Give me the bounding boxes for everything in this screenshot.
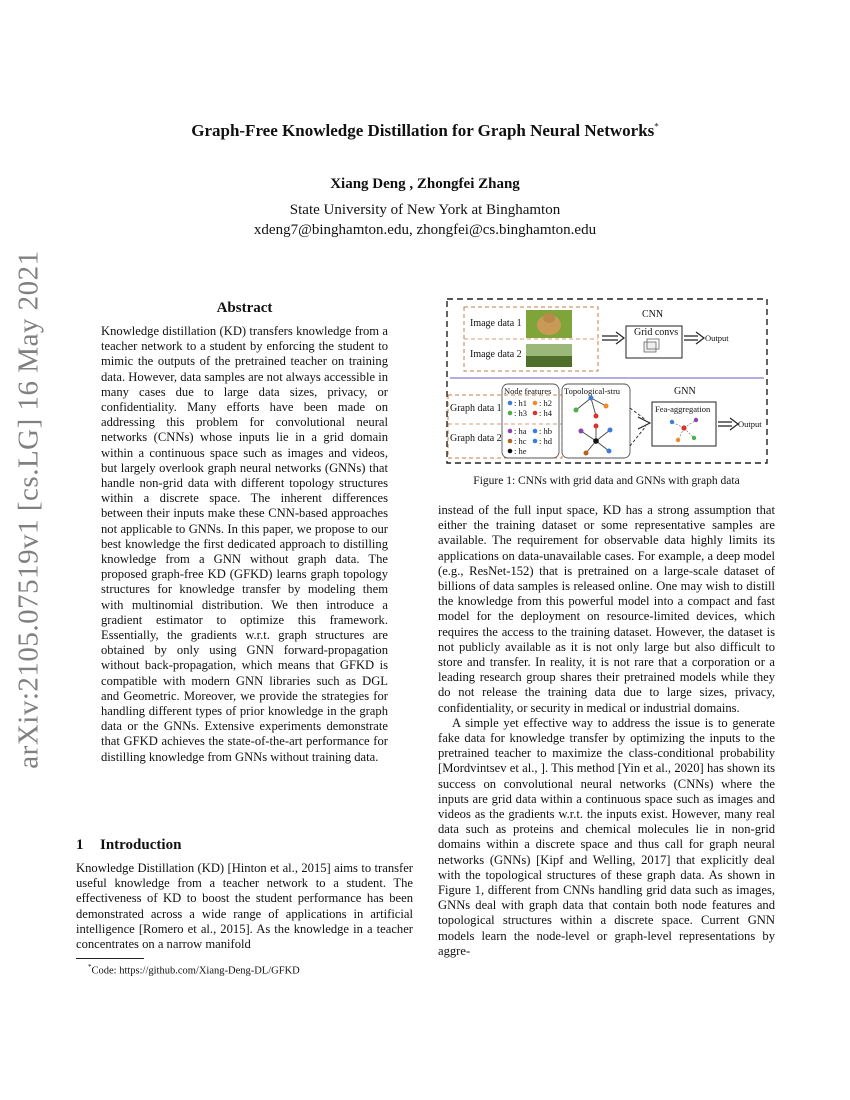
gnn-output-arrow [718, 418, 738, 430]
topology-1-edge [576, 398, 591, 410]
node-dot-ha [508, 429, 513, 434]
right-column-text [438, 503, 775, 959]
topology-2-node [607, 449, 612, 454]
h-label-b: : hb [539, 426, 552, 436]
landscape-image-ground [526, 356, 572, 367]
cnn-label: CNN [642, 309, 664, 320]
dog-image-head [543, 313, 555, 323]
paper-title [0, 121, 850, 141]
arxiv-identifier-text: arXiv:2105.07519v1 [cs.LG] 16 May 2021 [12, 249, 45, 769]
footnote-text: Code: https://github.com/Xiang-Deng-DL/GFKD [91, 965, 300, 977]
abstract-heading: Abstract [216, 300, 273, 316]
node-dot-h1 [508, 401, 513, 406]
footnote-mark: * [88, 963, 92, 971]
figure-caption: Figure 1: CNNs with grid data and GNNs with graph data [473, 475, 740, 487]
gnn-input-arrows [630, 408, 646, 446]
author-list: Xiang Deng , Zhongfei Zhang [330, 176, 520, 192]
h-label-d: : hd [539, 436, 552, 446]
graph-data-2-label: Graph data 2 [450, 433, 502, 444]
topology-2-node [579, 429, 584, 434]
author-emails: xdeng7@binghamton.edu, zhongfei@cs.binghamton.edu [253, 222, 597, 238]
topology-2-node [594, 424, 599, 429]
arxiv-identifier [4, 249, 54, 769]
cnn-output-arrow [684, 332, 704, 344]
topology-1-node [604, 404, 609, 409]
topology-1-node [594, 414, 599, 419]
abstract-body: Knowledge distillation (KD) transfers knowledge from a teacher network to a student by enforcing the student to mimic the outputs of the pretrained teacher on training data. However, data samples are not always accessible in many cases due to large data sizes, privacy, or confidentiality. Many efforts have been made on addressing this problem for convolutional neural networks (CNNs) whose inputs lie in a grid domain within a continuous space such as images and videos, but largely overlook graph neural networks (GNNs) that handle non-grid data with different topology structures within a discrete space. The inherent differences between their inputs make these CNN-based approaches not applicable to GNNs. In this paper, we propose to our best knowledge the first dedicated approach to distilling knowledge from a GNN without graph data. The proposed graph-free KD (GFKD) learns graph topology structures for knowledge transfer by modeling them with multinomial distribution. We then introduce a gradient estimator to optimize this framework. Essentially, the gradients w.r.t. graph structures are obtained by only using GNN forward-propagation without back-propagation, which means that GFKD is compatible with modern GNN libraries such as DGL and Geometric. Moreover, we provide the strategies for handling different types of prior knowledge in the graph data or the GNNs. Extensive experiments demonstrate that GFKD achieves the state-of-the-art performance for distilling knowledge from GNNs without training data. [101, 324, 388, 764]
grid-conv-icon [644, 342, 656, 352]
title-footnote-mark: * [654, 121, 659, 132]
image-data-1-label: Image data 1 [470, 318, 522, 329]
cnn-output-label: Output [705, 333, 729, 343]
h-label-a: : ha [514, 426, 527, 436]
introduction-heading [76, 837, 181, 854]
right-paragraph-2: A simple yet effective way to address the issue is to generate fake data for knowledge transfer by optimizing the inputs to the pretrained teacher to maximize the class-conditional probability [Mordvintsev et al., ]. This method [Yin et al., 2020] has shown its success on convolutional neural networks (CNNs) where the inputs are grid data within a continuous space such as images and videos as the gradients w.r.t. the inputs exist. However, many real data such as proteins and chemical molecules lie in non-grid domains within a discrete space and thus call for graph neural networks (GNNs) [Kipf and Welling, 2017] that explicitly deal with the topological structures of these graph data. As shown in Figure 1, different from CNNs handling grid data such as images, GNNs deal with graph data that contain both node features and topological structures within a discrete space. Current GNN models learn the node-level or graph-level representations by aggre- [438, 715, 775, 958]
topology-2-node [608, 428, 613, 433]
paper-title-text: Graph-Free Knowledge Distillation for Graph Neural Networks [191, 121, 655, 140]
section-number: 1 [76, 837, 84, 853]
aggregation-node [692, 436, 696, 440]
right-paragraph-1: instead of the full input space, KD has a strong assumption that either the training dataset or some representative samples are available. The requirement for observable data highly limits its applications on data-unavailable cases. For example, a deep model (e.g., ResNet-152) that is pretrained on a large-scale dataset of billions of data samples is released online. One may wish to distill the knowledge from this powerful model into a compact and fast model for the deployment on resource-limited devices, which requires the access to the training dataset. However, the dataset is not publicly available as it is not only large but also difficult to store and transfer. In reality, it is not rare that a corporation or a leading research group shares their pretrained models while they do not release the training data due to large sizes, privacy, confidentiality, or security in medical or industrial domains. [438, 503, 775, 715]
h-label-4: : h4 [539, 408, 552, 418]
node-dot-h4 [533, 411, 538, 416]
gnn-label: GNN [674, 386, 696, 397]
node-dot-hc [508, 439, 513, 444]
node-dot-hd [533, 439, 538, 444]
aggregation-node [676, 438, 680, 442]
footnote [88, 963, 300, 977]
node-dot-h3 [508, 411, 513, 416]
h-label-e: : he [514, 446, 527, 456]
gnn-output-label: Output [738, 419, 762, 429]
figure-1 [446, 298, 768, 464]
graph-data-1-label: Graph data 1 [450, 403, 502, 414]
topology-2-node [593, 438, 599, 444]
footnote-rule [76, 958, 144, 959]
affiliation: State University of New York at Binghamton [289, 202, 561, 218]
gnn-box-label: Fea-aggregation [655, 404, 711, 414]
aggregation-node [670, 420, 674, 424]
introduction-paragraph: Knowledge Distillation (KD) [Hinton et al., 2015] aims to transfer useful knowledge from a teacher network to a student. The effectiveness of KD to boost the student performance has been demonstrated across a wide range of applications in artificial intelligence [Romero et al., 2015]. As the knowledge in a teacher concentrates on a narrow manifold [76, 861, 413, 952]
h-label-c: : hc [514, 436, 527, 446]
cnn-input-arrow [602, 332, 624, 344]
topology-2-node [584, 451, 589, 456]
node-dot-he [508, 449, 513, 454]
section-title: Introduction [100, 837, 182, 853]
h-label-3: : h3 [514, 408, 527, 418]
aggregation-node [694, 418, 698, 422]
image-data-2-label: Image data 2 [470, 349, 522, 360]
topology-1-node [589, 396, 594, 401]
cnn-box-label: Grid convs [634, 327, 679, 338]
h-label-1: : h1 [514, 398, 527, 408]
topological-label: Topological-stru [564, 386, 621, 396]
node-features-label: Node features [504, 386, 552, 396]
node-dot-h2 [533, 401, 538, 406]
node-dot-hb [533, 429, 538, 434]
h-label-2: : h2 [539, 398, 552, 408]
aggregation-node [681, 425, 686, 430]
topology-1-node [574, 408, 579, 413]
